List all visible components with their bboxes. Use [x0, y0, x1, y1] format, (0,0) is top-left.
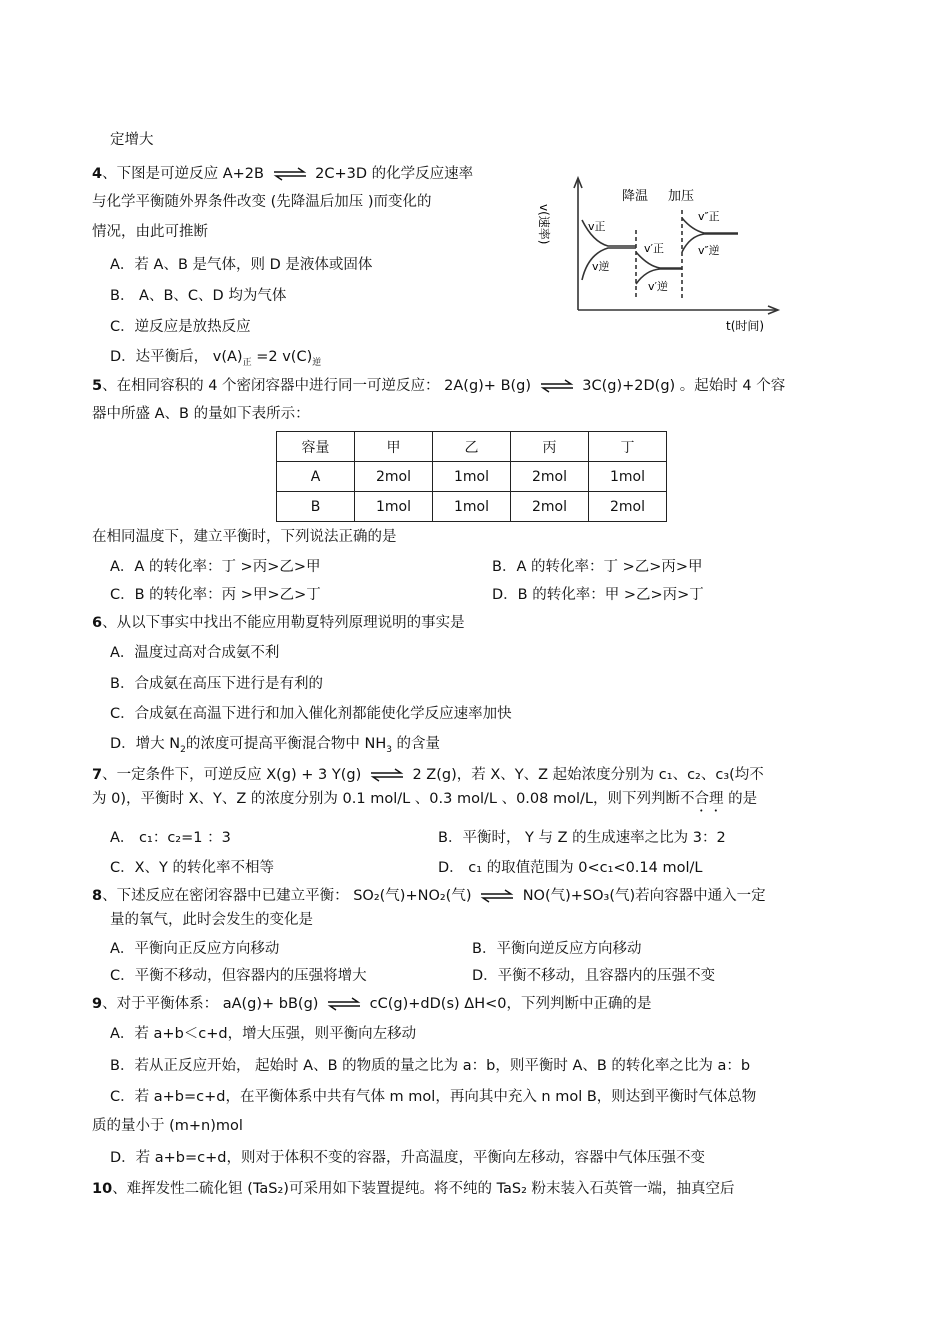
q8-option-b: B．平衡向逆反应方向移动: [472, 941, 642, 957]
q7-line1: [92, 765, 764, 785]
q7-line2: [92, 789, 757, 815]
q4-option-b: B． A、B、C、D 均为气体: [110, 288, 287, 304]
q4-option-d-sub2: 逆: [312, 357, 322, 368]
q6-option-d-c: 的含量: [391, 736, 441, 752]
table-cell: 1mol: [355, 492, 433, 522]
graph-label-pressure: 加压: [668, 189, 695, 204]
q6-option-d-sub1: 2: [180, 744, 186, 755]
equilibrium-arrow-icon: [273, 168, 307, 180]
q8-line1-a: 、下述反应在密闭容器中已建立平衡： SO₂(气)+NO₂(气): [102, 888, 472, 904]
q8-line1-b: NO(气)+SO₃(气)若向容器中通入一定: [522, 888, 766, 904]
q4-line3: 情况，由此可推断: [92, 224, 208, 240]
table-cell: 2mol: [355, 462, 433, 492]
table-cell: 2mol: [511, 492, 589, 522]
table-header-cell: 乙: [433, 432, 511, 462]
graph-x-label: t(时间): [726, 319, 765, 333]
q9-line1-b: cC(g)+dD(s) ΔH<0，下列判断中正确的是: [369, 996, 652, 1012]
table-row: [277, 492, 667, 522]
q9-line1-a: 、对于平衡体系： aA(g)+ bB(g): [102, 996, 319, 1012]
q6-option-d-sub2: 3: [386, 744, 392, 755]
equilibrium-arrow-icon: [480, 890, 514, 902]
q4-line1: [92, 164, 473, 184]
q4-option-d-sub1: 正: [242, 357, 252, 368]
q4-line2: 与化学平衡随外界条件改变 (先降温后加压 )而变化的: [92, 194, 432, 210]
graph-v2-ni: v″逆: [698, 244, 720, 257]
q7-line2-a: 为 0)，平衡时 X、Y、Z 的浓度分别为 0.1 mol/L 、0.3 mol/L 、0.08 mol/L，则下列判断不: [92, 791, 695, 807]
q9-line1: [92, 994, 651, 1014]
q6-line1-text: 、从以下事实中找出不能应用勒夏特列原理说明的事实是: [102, 615, 465, 631]
q5-line1: [92, 376, 785, 396]
q5-option-d: D．B 的转化率：甲 >乙>丙>丁: [492, 587, 704, 603]
q10-line1: [92, 1179, 735, 1199]
q6-option-d: [110, 734, 440, 760]
q10-number: 10: [92, 1181, 113, 1197]
q8-line2: 量的氧气，此时会发生的变化是: [110, 912, 313, 928]
q4-line1-a: 、下图是可逆反应 A+2B: [102, 166, 264, 182]
q4-number: 4: [92, 166, 103, 182]
q5-option-b: B．A 的转化率：丁 >乙>丙>甲: [492, 559, 703, 575]
q7-option-b: B．平衡时， Y 与 Z 的生成速率之比为 3：2: [438, 830, 726, 846]
q4-line1-b: 2C+3D 的化学反应速率: [315, 166, 474, 182]
graph-v1-ni: v′逆: [648, 280, 669, 293]
q9-option-b: B．若从正反应开始， 起始时 A、B 的物质的量之比为 a：b，则平衡时 A、B 的转化率之比为 a：b: [110, 1058, 751, 1074]
q8-option-c: C．平衡不移动，但容器内的压强将增大: [110, 968, 367, 984]
equilibrium-arrow-icon: [540, 380, 574, 392]
q8-line1: [92, 886, 766, 906]
table-row: [277, 462, 667, 492]
q5-line1-a: 、在相同容积的 4 个密闭容器中进行同一可逆反应： 2A(g)+ B(g): [102, 378, 532, 394]
graph-label-cooling: 降温: [622, 189, 649, 204]
table-header-cell: 甲: [355, 432, 433, 462]
equilibrium-arrow-icon: [327, 998, 361, 1010]
q7-number: 7: [92, 767, 103, 783]
q4-option-d-a: D．达平衡后， v(A): [110, 349, 243, 365]
continuation-text: 定增大: [110, 132, 154, 148]
graph-v2-zheng: v″正: [698, 210, 720, 223]
table-header-cell: 容量: [277, 432, 355, 462]
q9-number: 9: [92, 996, 103, 1012]
q7-option-a: A． c₁：c₂=1 ：3: [110, 830, 231, 846]
q5-option-a: A．A 的转化率：丁 >丙>乙>甲: [110, 559, 321, 575]
q10-line1-text: 、难挥发性二硫化钽 (TaS₂)可采用如下装置提纯。将不纯的 TaS₂ 粉末装入石英管一端，抽真空后: [112, 1181, 735, 1197]
equilibrium-arrow-icon: [370, 769, 404, 781]
table-cell: 1mol: [433, 462, 511, 492]
q9-option-c-line2: 质的量小于 (m+n)mol: [92, 1118, 243, 1134]
q5-stem: 在相同温度下，建立平衡时，下列说法正确的是: [92, 529, 397, 545]
q5-number: 5: [92, 378, 103, 394]
table-header-row: [277, 432, 667, 462]
graph-v-zheng: v正: [588, 220, 606, 233]
table-cell: 1mol: [433, 492, 511, 522]
q4-option-d-b: =2 v(C): [251, 349, 313, 365]
table-cell: 2mol: [589, 492, 667, 522]
rate-time-graph: [537, 170, 788, 355]
q7-line1-a: 、一定条件下，可逆反应 X(g) + 3 Y(g): [102, 767, 362, 783]
graph-v1-zheng: v′正: [644, 242, 665, 255]
q6-option-b: B．合成氨在高压下进行是有利的: [110, 676, 323, 692]
q5-option-c: C．B 的转化率：丙 >甲>乙>丁: [110, 587, 321, 603]
q6-option-d-a: D．增大 N: [110, 736, 181, 752]
q9-option-a: A．若 a+b＜c+d，增大压强，则平衡向左移动: [110, 1026, 417, 1042]
table-cell: A: [277, 462, 355, 492]
graph-y-label: v(速率): [537, 204, 551, 245]
q7-line1-b: 2 Z(g)，若 X、Y、Z 起始浓度分别为 c₁、c₂、c₃(均不: [412, 767, 764, 783]
table-header-cell: 丙: [511, 432, 589, 462]
q5-line2: 器中所盛 A、B 的量如下表所示：: [92, 406, 310, 422]
q7-option-c: C．X、Y 的转化率不相等: [110, 860, 275, 876]
table-header-cell: 丁: [589, 432, 667, 462]
q9-option-c-line1: C．若 a+b=c+d，在平衡体系中共有气体 m mol，再向其中充入 n mol B，则达到平衡时气体总物: [110, 1089, 757, 1105]
q6-option-d-b: 的浓度可提高平衡混合物中 NH: [185, 736, 387, 752]
table-cell: 2mol: [511, 462, 589, 492]
table-cell: 1mol: [589, 462, 667, 492]
q8-option-a: A．平衡向正反应方向移动: [110, 941, 280, 957]
q6-option-c: C．合成氨在高温下进行和加入催化剂都能使化学反应速率加快: [110, 706, 512, 722]
q7-option-d: D． c₁ 的取值范围为 0<c₁<0.14 mol/L: [438, 860, 703, 876]
q8-option-d: D．平衡不移动，且容器内的压强不变: [472, 968, 716, 984]
table-cell: B: [277, 492, 355, 522]
q4-option-a: A．若 A、B 是气体，则 D 是液体或固体: [110, 257, 373, 273]
q4-option-d: [110, 347, 321, 373]
q7-emphasis: 合理: [694, 791, 724, 807]
q6-number: 6: [92, 615, 103, 631]
graph-v-ni: v逆: [592, 260, 610, 273]
q5-line1-b: 3C(g)+2D(g) 。起始时 4 个容: [582, 378, 786, 394]
q5-table: [276, 431, 667, 522]
q4-option-c: C．逆反应是放热反应: [110, 319, 251, 335]
q6-line1: [92, 613, 465, 633]
q6-option-a: A．温度过高对合成氨不利: [110, 645, 280, 661]
q7-line2-b: 的是: [723, 791, 758, 807]
q8-number: 8: [92, 888, 103, 904]
q9-option-d: D．若 a+b=c+d，则对于体积不变的容器，升高温度，平衡向左移动，容器中气体压强不变: [110, 1150, 705, 1166]
